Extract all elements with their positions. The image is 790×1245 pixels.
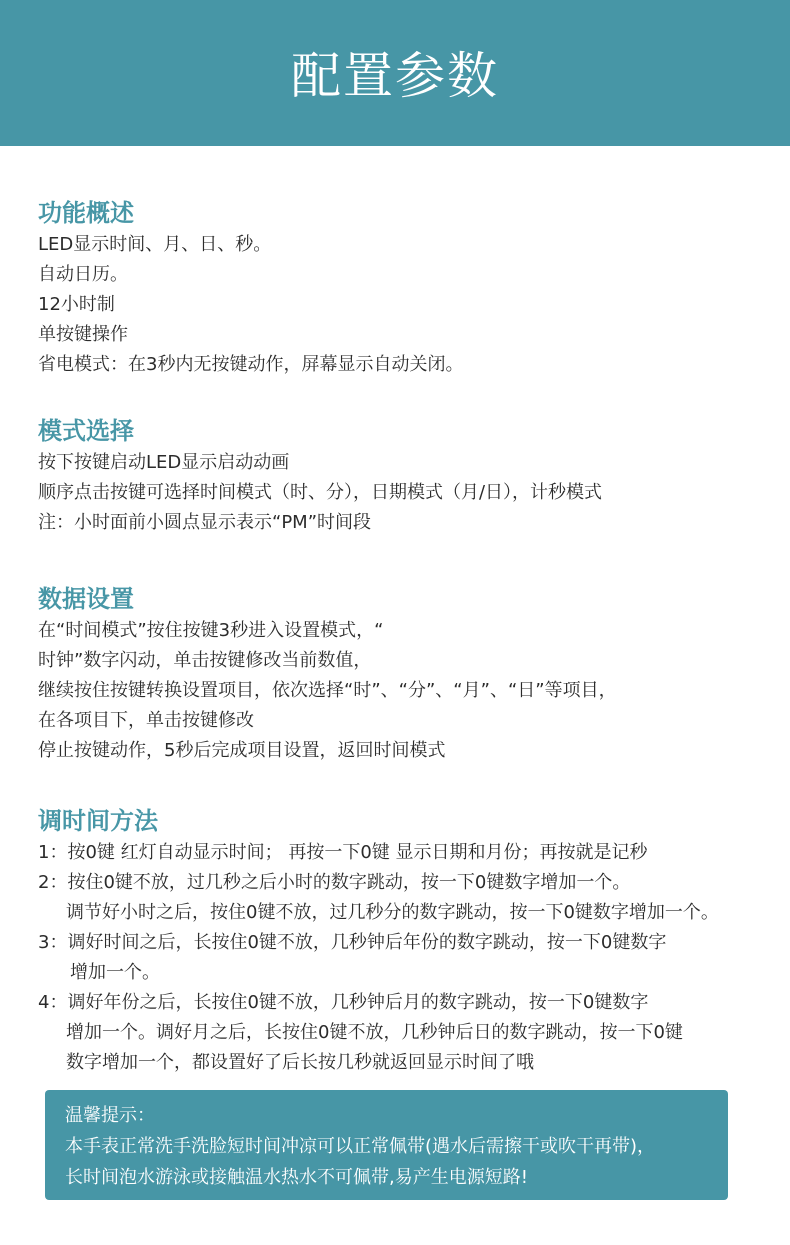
section-data-settings	[38, 582, 617, 766]
tip-heading: 温馨提示：	[65, 1105, 155, 1126]
adjust-line: 1：按0键 红灯自动显示时间； 再按一下0键 显示日期和月份；再按就是记秒	[38, 842, 648, 863]
settings-line: 在各项目下，单击按键修改	[38, 710, 254, 731]
overview-line: 自动日历。	[38, 264, 128, 285]
section-mode-select	[38, 414, 602, 538]
section-title-data-settings: 数据设置	[38, 585, 134, 613]
page-title: 配置参数	[291, 47, 499, 105]
mode-line: 注：小时面前小圆点显示表示“PM”时间段	[38, 512, 372, 533]
overview-line: 省电模式：在3秒内无按键动作，屏幕显示自动关闭。	[38, 354, 464, 375]
settings-line: 在“时间模式”按住按键3秒进入设置模式，“	[38, 620, 384, 641]
settings-line: 停止按键动作，5秒后完成项目设置，返回时间模式	[38, 740, 446, 761]
warm-tip-box	[45, 1090, 728, 1200]
header-banner	[0, 0, 790, 146]
adjust-line: 调节好小时之后，按住0键不放，过几秒分的数字跳动，按一下0键数字增加一个。	[66, 902, 719, 923]
adjust-line: 2：按住0键不放，过几秒之后小时的数字跳动，按一下0键数字增加一个。	[38, 872, 631, 893]
tip-line: 长时间泡水游泳或接触温水热水不可佩带,易产生电源短路!	[65, 1167, 528, 1188]
mode-line: 按下按键启动LED显示启动动画	[38, 452, 290, 473]
section-title-time-adjust: 调时间方法	[38, 807, 158, 835]
section-title-mode-select: 模式选择	[38, 417, 134, 445]
overview-line: 单按键操作	[38, 324, 128, 345]
overview-line: LED显示时间、月、日、秒。	[38, 234, 272, 255]
section-time-adjust	[38, 804, 719, 1078]
tip-line: 本手表正常洗手洗脸短时间冲凉可以正常佩带(遇水后需擦干或吹干再带)，	[65, 1136, 656, 1157]
section-title-overview: 功能概述	[38, 199, 134, 227]
adjust-line: 4：调好年份之后，长按住0键不放，几秒钟后月的数字跳动，按一下0键数字	[38, 992, 649, 1013]
section-overview	[38, 196, 463, 380]
overview-line: 12小时制	[38, 294, 115, 315]
settings-line: 继续按住按键转换设置项目，依次选择“时”、“分”、“月”、“日”等项目，	[38, 680, 617, 701]
settings-line: 时钟”数字闪动，单击按键修改当前数值，	[38, 650, 372, 671]
mode-line: 顺序点击按键可选择时间模式（时、分），日期模式（月/日），计秒模式	[38, 482, 603, 503]
adjust-line: 增加一个。	[70, 962, 160, 983]
adjust-line: 数字增加一个，都设置好了后长按几秒就返回显示时间了哦	[66, 1052, 534, 1073]
adjust-line: 3：调好时间之后，长按住0键不放，几秒钟后年份的数字跳动，按一下0键数字	[38, 932, 667, 953]
adjust-line: 增加一个。调好月之后，长按住0键不放，几秒钟后日的数字跳动，按一下0键	[66, 1022, 683, 1043]
